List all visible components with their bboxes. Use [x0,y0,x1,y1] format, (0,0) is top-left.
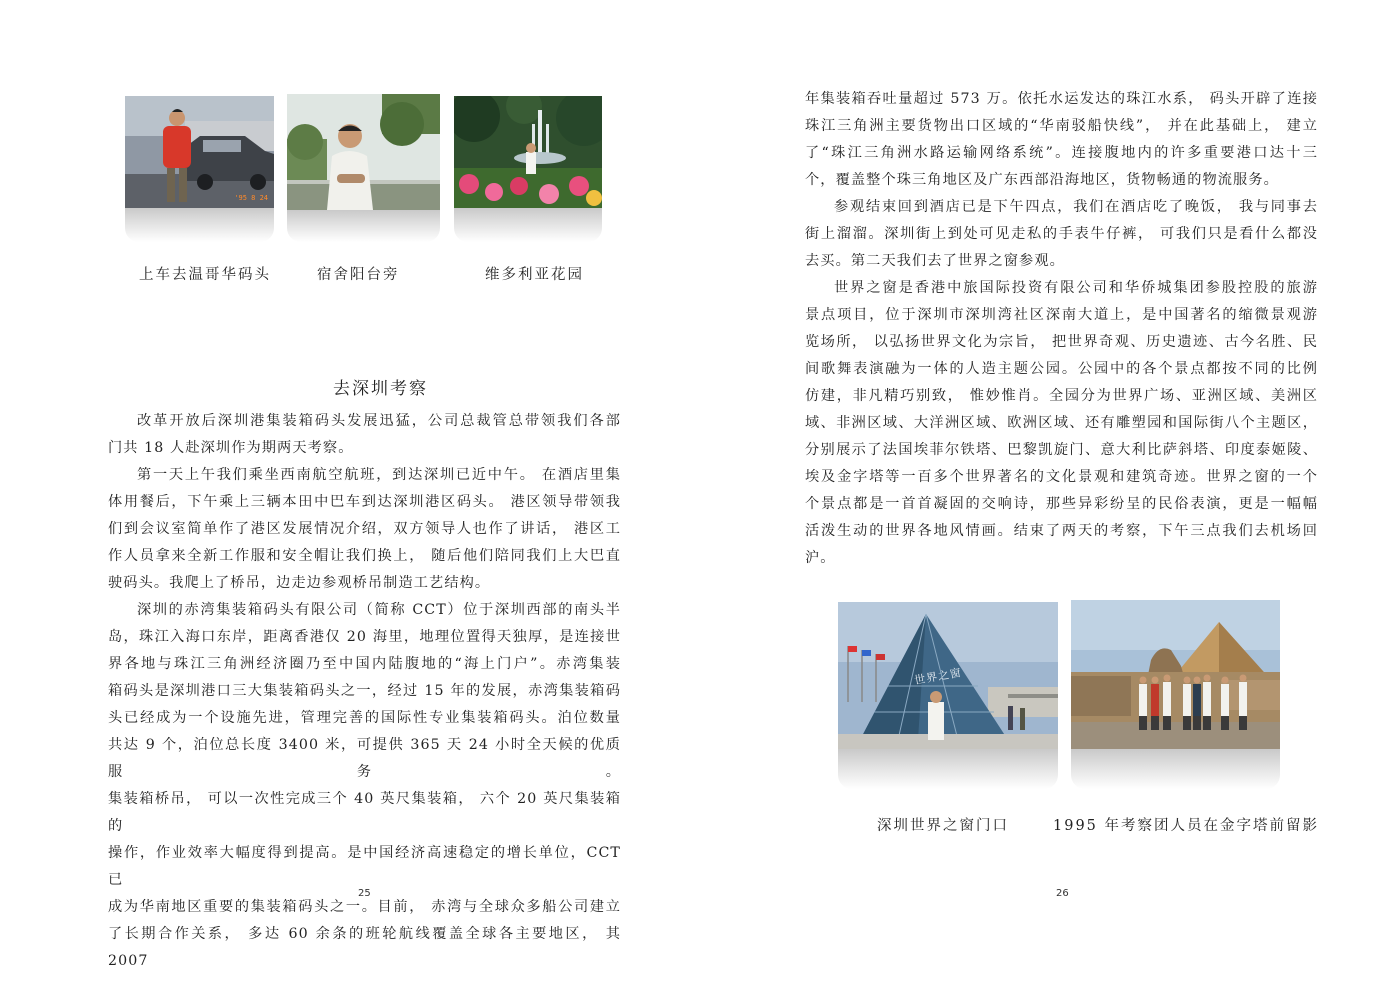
photo-caption: 上车去温哥华码头 [139,267,271,283]
photo-pyramid-group [1071,600,1280,789]
text-line: 览场所， 以弘扬世界文化为宗旨， 把世界奇观、历史遗迹、古今名胜、民 [805,334,1318,350]
text-line: 个景点都是一首首凝固的交响诗，那些异彩纷呈的民俗表演，更是一幅幅 [805,496,1318,512]
text-line: 域、非洲区域、大洋洲区域、欧洲区域、还有雕塑园和国际街八个主题区， [805,415,1318,431]
text-line: 作人员拿来全新工作服和安全帽让我们换上， 随后他们陪同我们上大巴直 [108,548,621,564]
photo-victoria-garden [454,96,602,242]
text-line: 头已经成为一个设施先进，管理完善的国际性专业集装箱码头。泊位数量 [108,710,621,726]
text-line: 岛，珠江入海口东岸，距离香港仅 20 海里，地理位置得天独厚，是连接世 [108,629,621,645]
text-line: 第一天上午我们乘坐西南航空航班，到达深圳已近中午。 在酒店里集 [137,467,621,483]
text-line: 街上溜溜。深圳街上到处可见走私的手表牛仔裤， 可我们只是看什么都没 [805,226,1318,242]
text-line: 埃及金字塔等一百多个世界著名的文化景观和建筑奇迹。世界之窗的一个 [805,469,1318,485]
text-line: 间歌舞表演融为一体的人造主题公园。公园中的各个景点都按不同的比例 [805,361,1318,377]
sign-text: 世界之窗 [913,665,963,688]
text-line: 珠江三角洲主要货物出口区域的“华南驳船快线”， 并在此基础上， 建立 [805,118,1318,134]
text-line: 活泼生动的世界各地风情画。结束了两天的考察，下午三点我们去机场回 [805,523,1318,539]
photo-caption: 宿舍阳台旁 [317,267,400,283]
section-title: 去深圳考察 [333,379,428,399]
photo-caption: 1995 年考察团人员在金字塔前留影 [1053,818,1320,834]
body-text [805,86,1318,572]
text-line: 共达 9 个，泊位总长度 3400 米，可提供 365 天 24 小时全天候的优质服务。 [108,737,621,780]
text-line: 沪。 [805,550,836,566]
text-line: 们到会议室简单作了港区发展情况介绍，双方领导人也作了讲话， 港区工 [108,521,621,537]
photo-car-vancouver [125,96,274,242]
text-line: 景点项目，位于深圳市深圳湾社区深南大道上，是中国著名的缩微景观游 [805,307,1318,323]
right-page [699,0,1398,982]
photo-caption: 维多利亚花园 [485,267,584,283]
page-number: 25 [358,888,371,899]
text-line: 集装箱桥吊， 可以一次性完成三个 40 英尺集装箱， 六个 20 英尺集装箱的 [108,791,621,834]
text-line: 体用餐后，下午乘上三辆本田中巴车到达深圳港区码头。 港区领导带领我 [108,494,621,510]
photo-window-of-world [838,602,1058,789]
text-line: 深圳的赤湾集装箱码头有限公司（简称 CCT）位于深圳西部的南头半 [137,602,621,618]
text-line: 驶码头。我爬上了桥吊，边走边参观桥吊制造工艺结构。 [108,575,491,591]
page-number: 26 [1056,888,1069,899]
date-stamp: '95 8 24 [234,194,268,202]
text-line: 世界之窗是香港中旅国际投资有限公司和华侨城集团参股控股的旅游 [834,280,1318,296]
text-line: 去买。第二天我们去了世界之窗参观。 [805,253,1065,269]
text-line: 仿建，非凡精巧别致， 惟妙惟肖。全园分为世界广场、亚洲区域、美洲区 [805,388,1318,404]
photo-caption: 深圳世界之窗门口 [877,818,1009,834]
text-line: 个，覆盖整个珠三角地区及广东西部沿海地区，货物畅通的物流服务。 [805,172,1279,188]
photo-balcony [287,94,440,242]
text-line: 门共 18 人赴深圳作为期两天考察。 [108,440,354,456]
text-line: 参观结束回到酒店已是下午四点，我们在酒店吃了晚饭， 我与同事去 [834,199,1318,215]
text-line: 成为华南地区重要的集装箱码头之一。目前， 赤湾与全球众多船公司建立 [108,899,621,915]
text-line: 箱码头是深圳港口三大集装箱码头之一，经过 15 年的发展，赤湾集装箱码 [108,683,621,699]
text-line: 了“珠江三角洲水路运输网络系统”。连接腹地内的许多重要港口达十三 [805,145,1318,161]
text-line: 改革开放后深圳港集装箱码头发展迅猛，公司总裁管总带领我们各部 [137,413,621,429]
text-line: 操作，作业效率大幅度得到提高。是中国经济高速稳定的增长单位，CCT 已 [108,845,621,888]
text-line: 界各地与珠江三角洲经济圈乃至中国内陆腹地的“海上门户”。赤湾集装 [108,656,621,672]
text-line: 了长期合作关系， 多达 60 余条的班轮航线覆盖全球各主要地区， 其 2007 [108,926,621,969]
text-line: 年集装箱吞吐量超过 573 万。依托水运发达的珠江水系， 码头开辟了连接 [805,91,1318,107]
text-line: 分别展示了法国埃菲尔铁塔、巴黎凯旋门、意大利比萨斜塔、印度泰姬陵、 [805,442,1318,458]
